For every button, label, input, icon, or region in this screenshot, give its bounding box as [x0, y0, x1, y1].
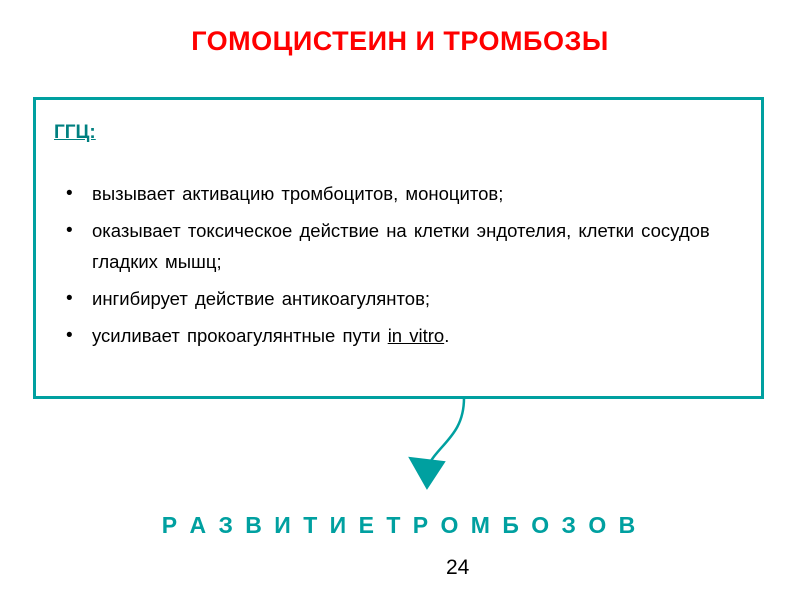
slide-title: ГОМОЦИСТЕИН И ТРОМБОЗЫ	[191, 26, 609, 56]
list-item	[60, 320, 747, 351]
list-item-emphasis: in vitro	[387, 325, 445, 346]
conclusion-text: Р А З В И Т И Е Т Р О М Б О З О В	[161, 512, 639, 538]
list-item	[60, 215, 747, 277]
list-item-text: вызывает активацию тромбоцитов, моноцитов;	[92, 183, 504, 204]
bullet-icon: •	[66, 288, 73, 309]
list-item-text: усиливает прокоагулянтные пути	[92, 325, 388, 346]
list-item-text: оказывает токсическое действие на клетки эндотелия, клетки сосудов гладких мышц;	[92, 220, 710, 272]
list-item	[60, 283, 747, 314]
list-item	[60, 178, 747, 209]
page-number: 24	[446, 556, 470, 579]
list-item-text: ингибирует действие антикоагулянтов;	[92, 288, 431, 309]
box-heading: ГГЦ:	[54, 122, 96, 143]
list-item-text-after: .	[444, 325, 450, 346]
curved-arrow-down-icon	[330, 396, 550, 506]
bullet-icon: •	[66, 220, 73, 241]
bullet-icon: •	[66, 183, 73, 204]
content-box	[33, 97, 764, 399]
bullet-icon: •	[66, 325, 73, 346]
bullet-list	[60, 178, 747, 357]
